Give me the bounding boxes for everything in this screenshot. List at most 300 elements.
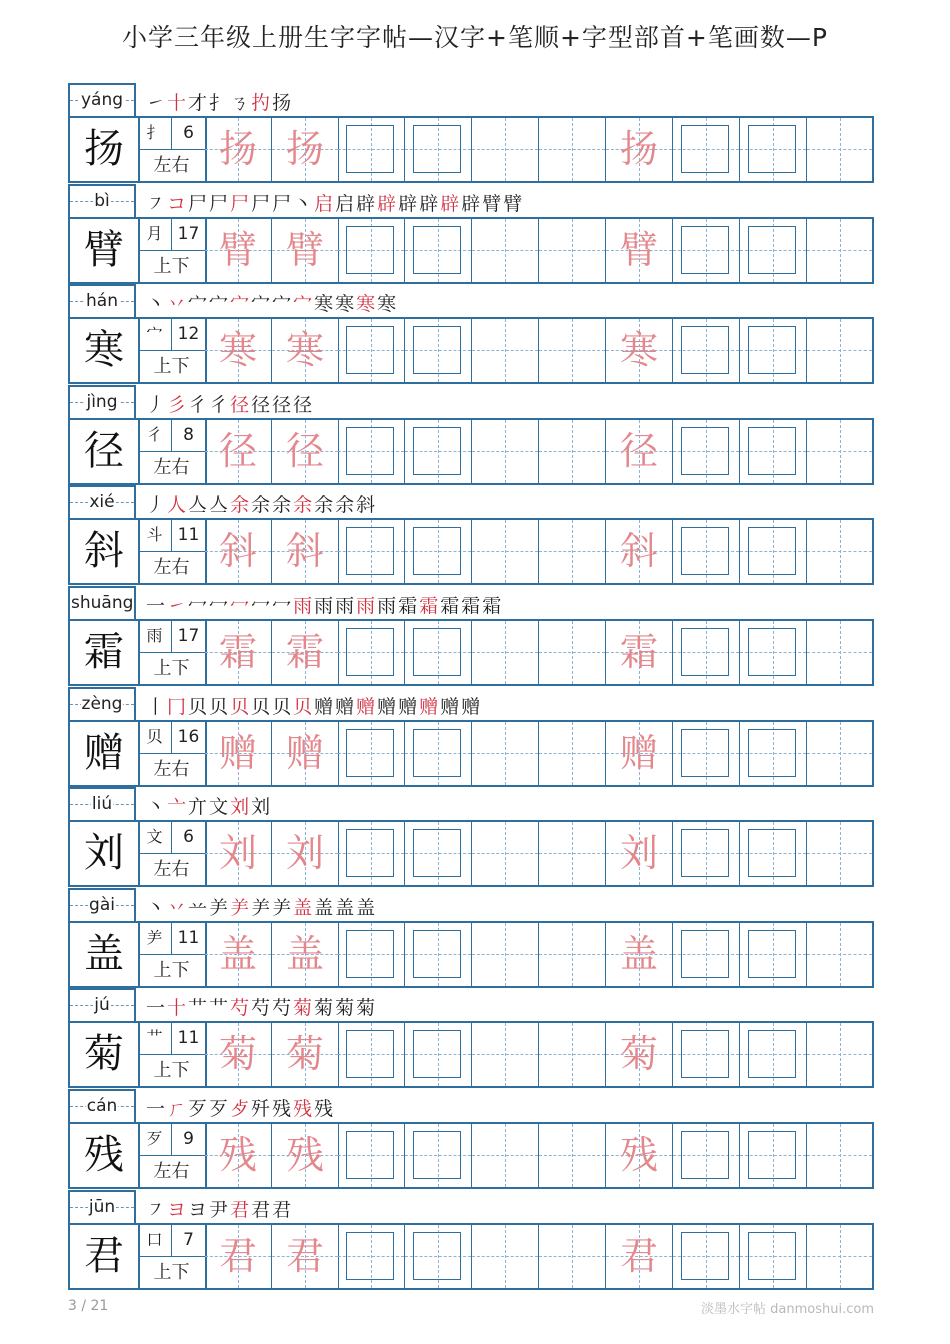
character-entry <box>68 787 874 887</box>
writing-cell[interactable] <box>405 1023 472 1086</box>
writing-cell[interactable] <box>807 319 872 382</box>
stroke-step: 扌ㄋ <box>209 92 252 114</box>
writing-cell[interactable] <box>338 1023 405 1086</box>
writing-cell[interactable] <box>807 1225 872 1288</box>
writing-cell[interactable] <box>807 923 872 986</box>
stroke-step: 一 <box>146 1098 168 1120</box>
writing-cell[interactable] <box>606 722 673 785</box>
character-info <box>138 420 207 483</box>
writing-cell[interactable] <box>405 1225 472 1288</box>
trace-character: 刘 <box>218 831 257 876</box>
writing-cell[interactable] <box>673 1225 740 1288</box>
writing-cell[interactable] <box>472 822 539 885</box>
stroke-step: 辟 <box>440 192 462 215</box>
writing-cell[interactable] <box>205 520 272 583</box>
writing-cell[interactable] <box>539 923 606 986</box>
stroke-step: 冖 <box>188 595 210 617</box>
writing-cell[interactable] <box>673 1023 740 1086</box>
character-entry <box>68 988 874 1088</box>
writing-cell[interactable] <box>472 118 539 181</box>
practice-row <box>68 1223 874 1290</box>
stroke-step: 宀 <box>251 293 273 316</box>
practice-row <box>68 116 874 183</box>
writing-cell[interactable] <box>606 923 673 986</box>
stroke-count: 11 <box>172 520 205 552</box>
character-info <box>138 219 207 282</box>
writing-cell[interactable] <box>338 621 405 684</box>
character-entry <box>68 888 874 988</box>
pinyin-text: zèng <box>81 693 123 714</box>
stroke-step: 盖 <box>356 896 378 919</box>
stroke-step: 丷 <box>167 293 189 316</box>
writing-cell[interactable] <box>272 219 339 282</box>
pinyin-text: hán <box>86 291 118 312</box>
writing-cell[interactable] <box>807 219 872 282</box>
writing-cell[interactable] <box>472 1225 539 1288</box>
writing-cell[interactable] <box>807 1023 872 1086</box>
character-info <box>138 520 207 583</box>
trace-character: 残 <box>619 1133 658 1177</box>
writing-cell[interactable] <box>673 420 740 483</box>
inner-square <box>681 729 729 777</box>
inner-square <box>681 427 729 475</box>
writing-cell[interactable] <box>807 822 872 885</box>
stroke-step: 君 <box>230 1198 252 1221</box>
writing-cell[interactable] <box>472 722 539 785</box>
radical: ⺶ <box>138 923 172 955</box>
practice-row <box>68 1122 874 1189</box>
trace-character: 臂 <box>619 227 658 272</box>
inner-square <box>346 427 394 475</box>
stroke-count: 7 <box>172 1225 205 1257</box>
inner-square <box>748 326 796 374</box>
writing-cell[interactable] <box>606 1225 673 1288</box>
writing-cell[interactable] <box>338 118 405 181</box>
model-character: 刘 <box>70 822 140 885</box>
model-character: 臂 <box>70 219 140 282</box>
pinyin-text: jú <box>94 995 110 1016</box>
inner-square <box>748 1232 796 1280</box>
stroke-step: 赠 <box>356 695 378 718</box>
model-character: 径 <box>70 420 140 483</box>
inner-square <box>413 729 461 777</box>
stroke-step: 才 <box>188 92 210 114</box>
writing-cell[interactable] <box>740 1225 807 1288</box>
writing-cell[interactable] <box>740 621 807 684</box>
pinyin-label <box>68 787 136 820</box>
writing-cell[interactable] <box>272 420 339 483</box>
stroke-count: 8 <box>172 420 205 452</box>
character-info <box>138 118 207 181</box>
writing-cell[interactable] <box>539 118 606 181</box>
stroke-order-sequence <box>146 189 524 215</box>
stroke-step: 赠 <box>461 695 483 718</box>
stroke-step: コ <box>167 192 189 215</box>
writing-cell[interactable] <box>205 1124 272 1187</box>
practice-row <box>68 820 874 887</box>
writing-cell[interactable] <box>405 520 472 583</box>
stroke-step: 辟 <box>419 192 441 215</box>
stroke-step: 丶 <box>146 293 168 316</box>
radical: 彳 <box>138 420 172 452</box>
writing-cell[interactable] <box>472 621 539 684</box>
writing-cell[interactable] <box>539 1023 606 1086</box>
stroke-step: 雨 <box>314 595 336 617</box>
stroke-step: 刘 <box>251 796 273 819</box>
inner-square <box>346 226 394 274</box>
stroke-step: 斜 <box>356 494 378 517</box>
inner-square <box>681 1232 729 1280</box>
stroke-step: 残 <box>272 1098 294 1120</box>
inner-square <box>413 829 461 877</box>
writing-cell[interactable] <box>539 520 606 583</box>
inner-square <box>413 125 461 173</box>
stroke-step: 君 <box>272 1198 294 1221</box>
inner-square <box>346 829 394 877</box>
writing-cell[interactable] <box>673 722 740 785</box>
trace-character: 斜 <box>619 529 658 574</box>
writing-cell[interactable] <box>673 319 740 382</box>
pinyin-text: shuāng <box>71 593 134 613</box>
writing-cell[interactable] <box>740 520 807 583</box>
model-character: 寒 <box>70 319 140 382</box>
writing-cell[interactable] <box>539 420 606 483</box>
stroke-step: ㇀ <box>146 92 168 114</box>
stroke-step: 启 <box>335 192 357 215</box>
writing-cell[interactable] <box>338 1225 405 1288</box>
writing-cell[interactable] <box>673 621 740 684</box>
writing-cell[interactable] <box>740 1124 807 1187</box>
stroke-count: 11 <box>172 1023 205 1055</box>
stroke-step: 辟 <box>356 192 378 215</box>
inner-square <box>346 1030 394 1078</box>
structure-type: 上下 <box>153 356 190 378</box>
trace-character: 赠 <box>285 730 324 775</box>
writing-cell[interactable] <box>472 1124 539 1187</box>
stroke-step: 径 <box>251 393 273 416</box>
structure-type: 左右 <box>153 557 190 579</box>
writing-cell[interactable] <box>539 319 606 382</box>
pinyin-text: bì <box>94 190 110 211</box>
character-entry <box>68 83 874 183</box>
stroke-step: ⺶ <box>251 896 273 919</box>
writing-cell[interactable] <box>740 722 807 785</box>
writing-cell[interactable] <box>405 118 472 181</box>
writing-cell[interactable] <box>673 1124 740 1187</box>
stroke-step: 寒 <box>377 293 399 316</box>
writing-cell[interactable] <box>807 520 872 583</box>
stroke-step: 菊 <box>356 997 378 1020</box>
trace-character: 臂 <box>285 227 324 272</box>
writing-cell[interactable] <box>405 822 472 885</box>
pinyin-text: liú <box>91 794 113 815</box>
writing-cell[interactable] <box>740 118 807 181</box>
radical: 艹 <box>138 1023 172 1055</box>
inner-square <box>413 1030 461 1078</box>
writing-cell[interactable] <box>807 118 872 181</box>
radical: 斗 <box>138 520 172 552</box>
writing-cell[interactable] <box>272 319 339 382</box>
trace-character: 盖 <box>619 931 658 976</box>
writing-cell[interactable] <box>740 1023 807 1086</box>
writing-cell[interactable] <box>673 822 740 885</box>
writing-cell[interactable] <box>807 621 872 684</box>
character-info <box>138 822 207 885</box>
stroke-step: 芍 <box>230 997 252 1020</box>
stroke-order-sequence <box>146 88 293 114</box>
stroke-step: ⺶ <box>209 896 231 919</box>
writing-cell[interactable] <box>472 1023 539 1086</box>
writing-cell[interactable] <box>272 118 339 181</box>
stroke-step: 残 <box>293 1098 315 1120</box>
model-character: 扬 <box>70 118 140 181</box>
stroke-step: 盖 <box>293 896 315 919</box>
stroke-step: 余 <box>251 494 273 517</box>
trace-character: 霜 <box>218 630 257 674</box>
writing-cell[interactable] <box>272 621 339 684</box>
writing-cell[interactable] <box>272 722 339 785</box>
writing-cell[interactable] <box>807 722 872 785</box>
writing-cell[interactable] <box>606 219 673 282</box>
writing-cell[interactable] <box>338 923 405 986</box>
trace-character: 径 <box>619 428 658 473</box>
inner-square <box>681 527 729 575</box>
writing-cell[interactable] <box>673 923 740 986</box>
stroke-order-sequence <box>146 1195 293 1221</box>
trace-character: 霜 <box>285 630 324 674</box>
writing-cell[interactable] <box>539 722 606 785</box>
writing-cell[interactable] <box>472 520 539 583</box>
writing-cell[interactable] <box>405 1124 472 1187</box>
inner-square <box>681 1030 729 1078</box>
stroke-step: 霜 <box>482 595 504 617</box>
writing-cell[interactable] <box>205 722 272 785</box>
inner-square <box>748 729 796 777</box>
stroke-step: 亣 <box>188 796 210 819</box>
practice-row <box>68 1021 874 1088</box>
writing-cell[interactable] <box>405 621 472 684</box>
stroke-step: 贝 <box>251 695 273 718</box>
stroke-step: 丿 <box>146 494 168 517</box>
stroke-step: ヨ <box>188 1198 210 1221</box>
writing-cell[interactable] <box>472 319 539 382</box>
character-info <box>138 1124 207 1187</box>
stroke-step: 尸丶 <box>272 192 315 215</box>
writing-cell[interactable] <box>405 319 472 382</box>
writing-cell[interactable] <box>807 1124 872 1187</box>
writing-cell[interactable] <box>740 923 807 986</box>
writing-cell[interactable] <box>606 822 673 885</box>
structure-type: 上下 <box>153 1060 190 1082</box>
trace-character: 斜 <box>285 529 324 574</box>
trace-character: 君 <box>218 1233 257 1278</box>
writing-cell[interactable] <box>539 822 606 885</box>
stroke-step: 径 <box>230 393 252 416</box>
stroke-step: 赠 <box>440 695 462 718</box>
writing-cell[interactable] <box>205 420 272 483</box>
stroke-step: ⺶ <box>272 896 294 919</box>
trace-character: 盖 <box>285 931 324 976</box>
writing-cell[interactable] <box>740 319 807 382</box>
inner-square <box>413 226 461 274</box>
inner-square <box>413 930 461 978</box>
character-entry <box>68 385 874 485</box>
writing-cell[interactable] <box>338 1124 405 1187</box>
model-character: 盖 <box>70 923 140 986</box>
inner-square <box>346 1131 394 1179</box>
stroke-order-sequence <box>146 390 314 416</box>
writing-cell[interactable] <box>606 520 673 583</box>
writing-cell[interactable] <box>539 1124 606 1187</box>
pinyin-text: jūn <box>88 1196 116 1217</box>
stroke-count: 11 <box>172 923 205 955</box>
model-character: 斜 <box>70 520 140 583</box>
stroke-step: 尸 <box>209 192 231 215</box>
stroke-step: 残 <box>314 1098 336 1120</box>
inner-square <box>346 930 394 978</box>
structure-type: 左右 <box>153 155 190 176</box>
inner-square <box>681 829 729 877</box>
character-entry <box>68 687 874 787</box>
structure-type: 上下 <box>153 1261 190 1283</box>
pinyin-label <box>68 888 136 921</box>
page-number: 3 / 21 <box>68 1298 109 1314</box>
writing-cell[interactable] <box>807 420 872 483</box>
writing-cell[interactable] <box>472 219 539 282</box>
character-entry <box>68 1190 874 1290</box>
writing-cell[interactable] <box>673 118 740 181</box>
stroke-count: 12 <box>172 319 205 351</box>
writing-cell[interactable] <box>606 420 673 483</box>
stroke-step: 赠 <box>335 695 357 718</box>
writing-cell[interactable] <box>606 319 673 382</box>
practice-row <box>68 317 874 384</box>
stroke-step: 文 <box>209 796 231 819</box>
writing-cell[interactable] <box>205 822 272 885</box>
writing-cell[interactable] <box>405 219 472 282</box>
trace-character: 臂 <box>218 227 257 272</box>
practice-sheet <box>68 83 874 1291</box>
stroke-step: 径 <box>293 393 315 416</box>
model-character: 赠 <box>70 722 140 785</box>
stroke-step: 菊 <box>293 997 315 1020</box>
writing-cell[interactable] <box>205 118 272 181</box>
writing-cell[interactable] <box>405 923 472 986</box>
writing-cell[interactable] <box>272 1225 339 1288</box>
model-character: 残 <box>70 1124 140 1187</box>
stroke-step: 霜 <box>461 595 483 617</box>
writing-cell[interactable] <box>205 923 272 986</box>
inner-square <box>748 628 796 676</box>
writing-cell[interactable] <box>272 1023 339 1086</box>
writing-cell[interactable] <box>205 621 272 684</box>
writing-cell[interactable] <box>338 520 405 583</box>
stroke-count: 17 <box>172 219 205 251</box>
stroke-order-sequence <box>146 692 482 718</box>
writing-cell[interactable] <box>338 219 405 282</box>
stroke-count: 16 <box>172 722 205 754</box>
radical: 雨 <box>138 621 172 653</box>
stroke-step: 芍 <box>272 997 294 1020</box>
writing-cell[interactable] <box>472 420 539 483</box>
stroke-step: 宀 <box>188 293 210 316</box>
writing-cell[interactable] <box>472 923 539 986</box>
writing-cell[interactable] <box>539 1225 606 1288</box>
writing-cell[interactable] <box>673 219 740 282</box>
inner-square <box>413 326 461 374</box>
writing-cell[interactable] <box>539 219 606 282</box>
writing-cell[interactable] <box>205 319 272 382</box>
writing-cell[interactable] <box>205 1225 272 1288</box>
stroke-step: 十 <box>167 997 189 1020</box>
stroke-step: 菊 <box>335 997 357 1020</box>
stroke-step: ㄏ <box>167 1098 189 1120</box>
stroke-step: 寒 <box>356 293 378 316</box>
practice-row <box>68 217 874 284</box>
writing-cell[interactable] <box>338 420 405 483</box>
writing-cell[interactable] <box>740 822 807 885</box>
stroke-step: 芍 <box>251 997 273 1020</box>
character-entry <box>68 184 874 284</box>
stroke-step: 辟 <box>377 192 399 215</box>
pinyin-label <box>68 83 136 116</box>
stroke-step: 雨 <box>293 595 315 617</box>
writing-cell[interactable] <box>272 1124 339 1187</box>
writing-cell[interactable] <box>606 1023 673 1086</box>
writing-cell[interactable] <box>673 520 740 583</box>
stroke-step: 径 <box>272 393 294 416</box>
writing-cell[interactable] <box>539 621 606 684</box>
writing-cell[interactable] <box>272 822 339 885</box>
writing-cell[interactable] <box>405 420 472 483</box>
inner-square <box>681 1131 729 1179</box>
writing-cell[interactable] <box>405 722 472 785</box>
writing-cell[interactable] <box>606 621 673 684</box>
stroke-count: 6 <box>172 118 205 150</box>
writing-cell[interactable] <box>338 722 405 785</box>
writing-cell[interactable] <box>338 319 405 382</box>
inner-square <box>681 125 729 173</box>
stroke-step: 赠 <box>398 695 420 718</box>
stroke-step: 贝 <box>272 695 294 718</box>
stroke-step: 雨 <box>356 595 378 617</box>
stroke-step: 艹 <box>209 997 231 1020</box>
practice-row <box>68 720 874 787</box>
writing-cell[interactable] <box>272 923 339 986</box>
stroke-step: 宀 <box>272 293 294 316</box>
character-entry <box>68 284 874 384</box>
writing-cell[interactable] <box>205 219 272 282</box>
trace-character: 菊 <box>218 1032 257 1077</box>
stroke-step: 丷 <box>167 896 189 919</box>
stroke-order-sequence <box>146 289 398 315</box>
inner-square <box>748 930 796 978</box>
radical: 宀 <box>138 319 172 351</box>
writing-cell[interactable] <box>338 822 405 885</box>
pinyin-label <box>68 485 136 518</box>
writing-cell[interactable] <box>272 520 339 583</box>
stroke-order-sequence <box>146 591 503 617</box>
writing-cell[interactable] <box>606 1124 673 1187</box>
stroke-step: 歹 <box>209 1098 231 1120</box>
stroke-count: 17 <box>172 621 205 653</box>
writing-cell[interactable] <box>205 1023 272 1086</box>
writing-cell[interactable] <box>740 420 807 483</box>
writing-cell[interactable] <box>740 219 807 282</box>
writing-cell[interactable] <box>606 118 673 181</box>
stroke-step: 丨 <box>146 695 168 718</box>
stroke-step: 扚 <box>251 92 273 114</box>
